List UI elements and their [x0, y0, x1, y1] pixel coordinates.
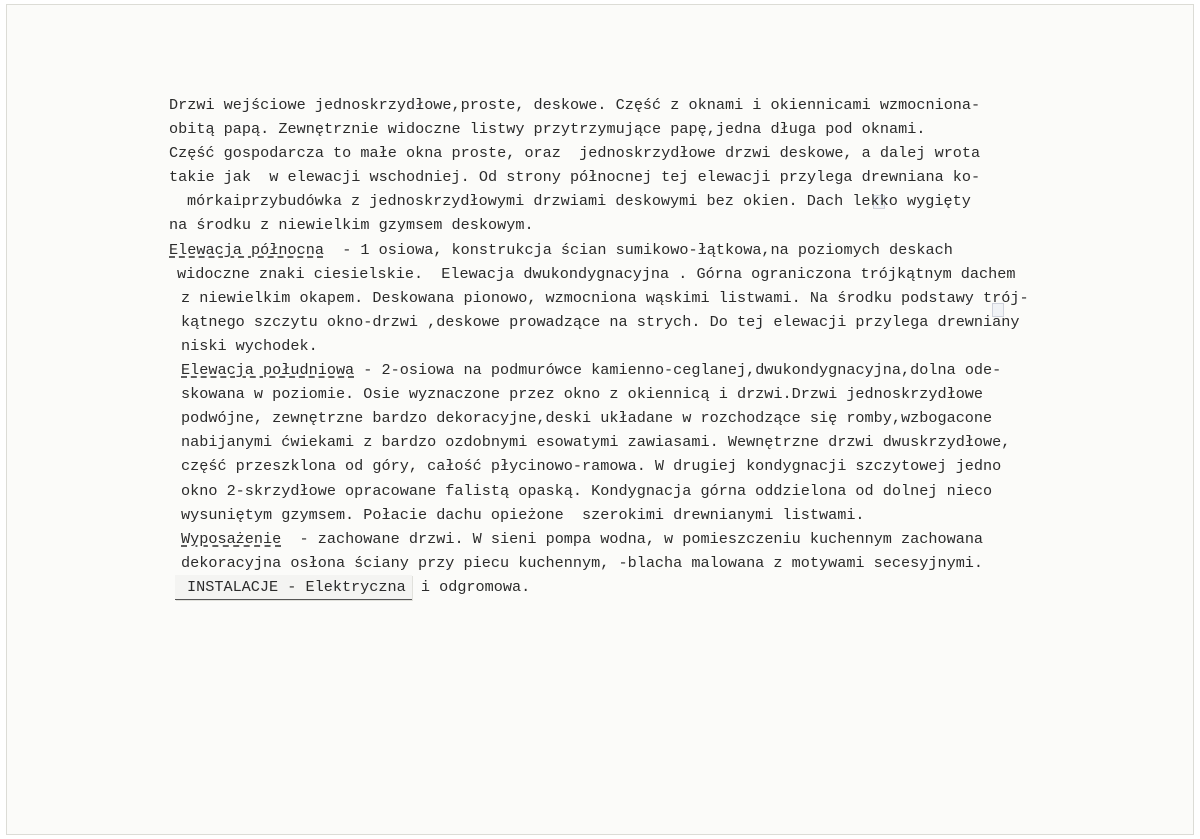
- text-line: nabijanymi ćwiekami z bardzo ozdobnymi esowatymi zawiasami. Wewnętrzne drzwi dwuskrzydłowe,: [181, 433, 1011, 452]
- text-line: takie jak w elewacji wschodniej. Od strony północnej tej elewacji przylega drewniana ko-: [169, 168, 981, 187]
- text-line: Drzwi wejściowe jednoskrzydłowe,proste, deskowe. Część z oknami i okiennicami wzmocniona-: [169, 96, 981, 114]
- text-fragment: - 2-osiowa na podmurówce kamienno-ceglanej,dwukondygnacyjna,dolna ode-: [363, 361, 1002, 380]
- text-fragment: - 1 osiowa, konstrukcja ścian sumikowo-łątkowa,na poziomych deskach: [342, 240, 953, 259]
- equipment-heading: Wyposażenie: [181, 529, 282, 548]
- north-elevation-heading: Elewacja północna: [169, 240, 324, 259]
- text-line: obitą papą. Zewnętrznie widoczne listwy przytrzymujące papę,jedna długa pod oknami.: [169, 120, 926, 139]
- installations-line: [169, 575, 1129, 599]
- text-line: okno 2-skrzydłowe opracowane falistą opaską. Kondygnacja górna oddzielona od dolnej nieco: [181, 481, 993, 500]
- text-line: Część gospodarcza to małe okna proste, oraz jednoskrzydłowe drzwi deskowe, a dalej wrota: [169, 144, 981, 163]
- text-line: wysuniętym gzymsem. Połacie dachu opieżone szerokimi drewnianymi listwami.: [181, 505, 865, 524]
- text-fragment: i odgromowa.: [411, 577, 531, 596]
- text-line: mórkaiprzybudówka z jednoskrzydłowymi drzwiami deskowymi bez okien. Dach lekko wygięty: [187, 192, 971, 211]
- text-line: kątnego szczytu okno-drzwi ,deskowe prowadzące na strych. Do tej elewacji przylega drewniany: [181, 312, 1020, 331]
- paper-sheet: [6, 4, 1194, 835]
- text-fragment: - zachowane drzwi. W sieni pompa wodna, w pomieszczeniu kuchennym zachowana: [299, 529, 984, 548]
- text-line: podwójne, zewnętrzne bardzo dekoracyjne,deski układane w rozchodzące się romby,wzbogacone: [181, 409, 993, 428]
- text-line: niski wychodek.: [181, 336, 318, 355]
- typed-text: [169, 93, 1129, 599]
- text-line: z niewielkim okapem. Deskowana pionowo, wzmocniona wąskimi listwami. Na środku podstawy trój-: [181, 288, 1029, 307]
- text-line: na środku z niewielkim gzymsem deskowym.: [169, 216, 534, 235]
- text-line: skowana w poziomie. Osie wyznaczone przez okno z okiennicą i drzwi.Drzwi jednoskrzydłowe: [181, 385, 984, 404]
- south-elevation-line: [169, 358, 1129, 382]
- text-line: dekoracyjna osłona ściany przy piecu kuchennym, -blacha malowana z motywami secesyjnymi.: [181, 553, 984, 572]
- north-elevation-line: [169, 238, 1129, 262]
- text-line: część przeszklona od góry, całość płycinowo-ramowa. W drugiej kondygnacji szczytowej jedno: [181, 457, 1002, 476]
- south-elevation-heading: Elewacja południowa: [181, 361, 355, 380]
- text-line: widoczne znaki ciesielskie. Elewacja dwukondygnacyjna . Górna ograniczona trójkątnym dachem: [177, 264, 1016, 283]
- installations-label: INSTALACJE - Elektryczna: [175, 575, 412, 600]
- equipment-line: [169, 527, 1129, 551]
